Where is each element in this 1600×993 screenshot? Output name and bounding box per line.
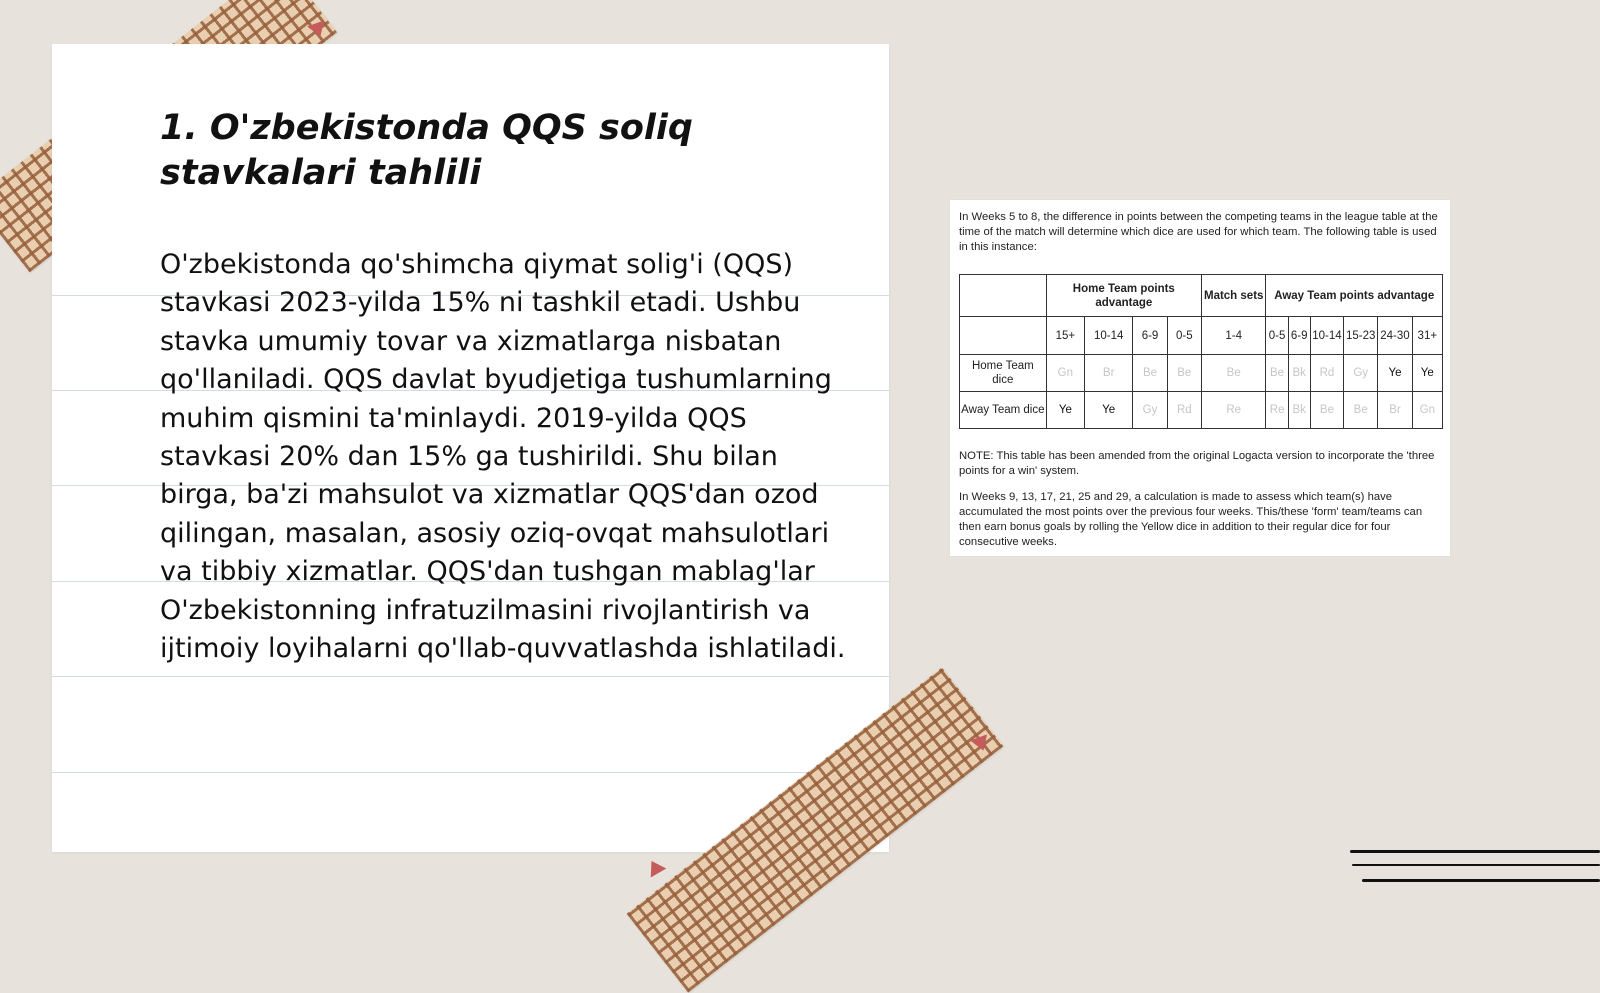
range-cell: 31+ [1412,317,1442,355]
dice-cell: Gy [1133,392,1167,429]
home-advantage-header: Home Team points advantage [1046,275,1201,317]
dice-cell: Br [1084,355,1132,392]
range-cell: 6-9 [1133,317,1167,355]
tape-pin-icon [644,856,667,877]
dice-cell: Ye [1378,355,1412,392]
range-cell: 24-30 [1378,317,1412,355]
doc-note-text: NOTE: This table has been amended from the original Logacta version to incorporate the 'three points for a win' system. [959,450,1435,477]
doc-intro-text: In Weeks 5 to 8, the difference in points between the competing teams in the league table at the time of the match will determine which dice are used for which team. The following table is used in this instance: [959,211,1438,253]
dice-cell: Rd [1310,355,1343,392]
brush-stroke [1362,879,1600,882]
away-dice-row-label: Away Team dice [960,392,1047,429]
table-empty-cell [960,317,1047,355]
slide-body-text: O'zbekistonda qo'shimcha qiymat solig'i (QQS) stavkasi 2023-yilda 15% ni tashkil etadi. Ushbu stavka umumiy tovar va xizmatlarga nisbatan qo'llaniladi. QQS davlat byudjetiga tushumlarning muhim qismini ta'minlaydi. 2019-yilda QQS stavkasi 20% dan 15% ga tushirildi. Shu bilan birga, ba'zi mahsulot va xizmatlar QQS'dan ozod qilingan, masalan, asosiy oziq-ovqat mahsulotlari va tibbiy xizmatlar. QQS'dan tushgan mablag'lar O'zbekistonning infratuzilmasini rivojlantirish va ijtimoiy loyihalarni qo'llab-quvvatlashda ishlatiladi. [160,249,846,665]
dice-table [959,274,1443,429]
paper-rule-line [52,676,889,677]
dice-cell: Be [1133,355,1167,392]
range-cell: 15+ [1046,317,1084,355]
range-cell: 0-5 [1266,317,1288,355]
document-image [950,200,1450,556]
away-advantage-header: Away Team points advantage [1266,275,1443,317]
brush-stroke [1352,864,1600,866]
slide-title: 1. O'zbekistonda QQS soliq stavkalari tahlili [160,108,693,193]
doc-weeks-text: In Weeks 9, 13, 17, 21, 25 and 29, a calculation is made to assess which team(s) have accumulated the most points over the previous four weeks. This/these 'form' team/teams can then earn bonus goals by rolling the Yellow dice in addition to their regular dice for four consecutive weeks. [959,491,1423,548]
range-cell: 10-14 [1084,317,1132,355]
dice-cell: Bk [1288,392,1310,429]
brush-stroke [1350,850,1600,853]
match-sets-header: Match sets [1201,275,1266,317]
range-cell: 15-23 [1344,317,1378,355]
dice-cell: Gn [1412,392,1442,429]
range-cell: 10-14 [1310,317,1343,355]
dice-cell: Rd [1167,392,1201,429]
dice-cell: Be [1201,355,1266,392]
dice-cell: Ye [1084,392,1132,429]
home-dice-row-label: Home Team dice [960,355,1047,392]
dice-cell: Br [1378,392,1412,429]
dice-cell: Be [1266,355,1288,392]
dice-cell: Be [1344,392,1378,429]
dice-cell: Ye [1412,355,1442,392]
dice-cell: Bk [1288,355,1310,392]
dice-cell: Ye [1046,392,1084,429]
table-corner-cell [960,275,1047,317]
dice-cell: Gn [1046,355,1084,392]
dice-cell: Gy [1344,355,1378,392]
dice-cell: Re [1266,392,1288,429]
range-cell: 6-9 [1288,317,1310,355]
dice-cell: Be [1310,392,1343,429]
paper-rule-line [52,772,889,773]
range-cell: 0-5 [1167,317,1201,355]
dice-cell: Re [1201,392,1266,429]
dice-cell: Be [1167,355,1201,392]
range-cell: 1-4 [1201,317,1266,355]
